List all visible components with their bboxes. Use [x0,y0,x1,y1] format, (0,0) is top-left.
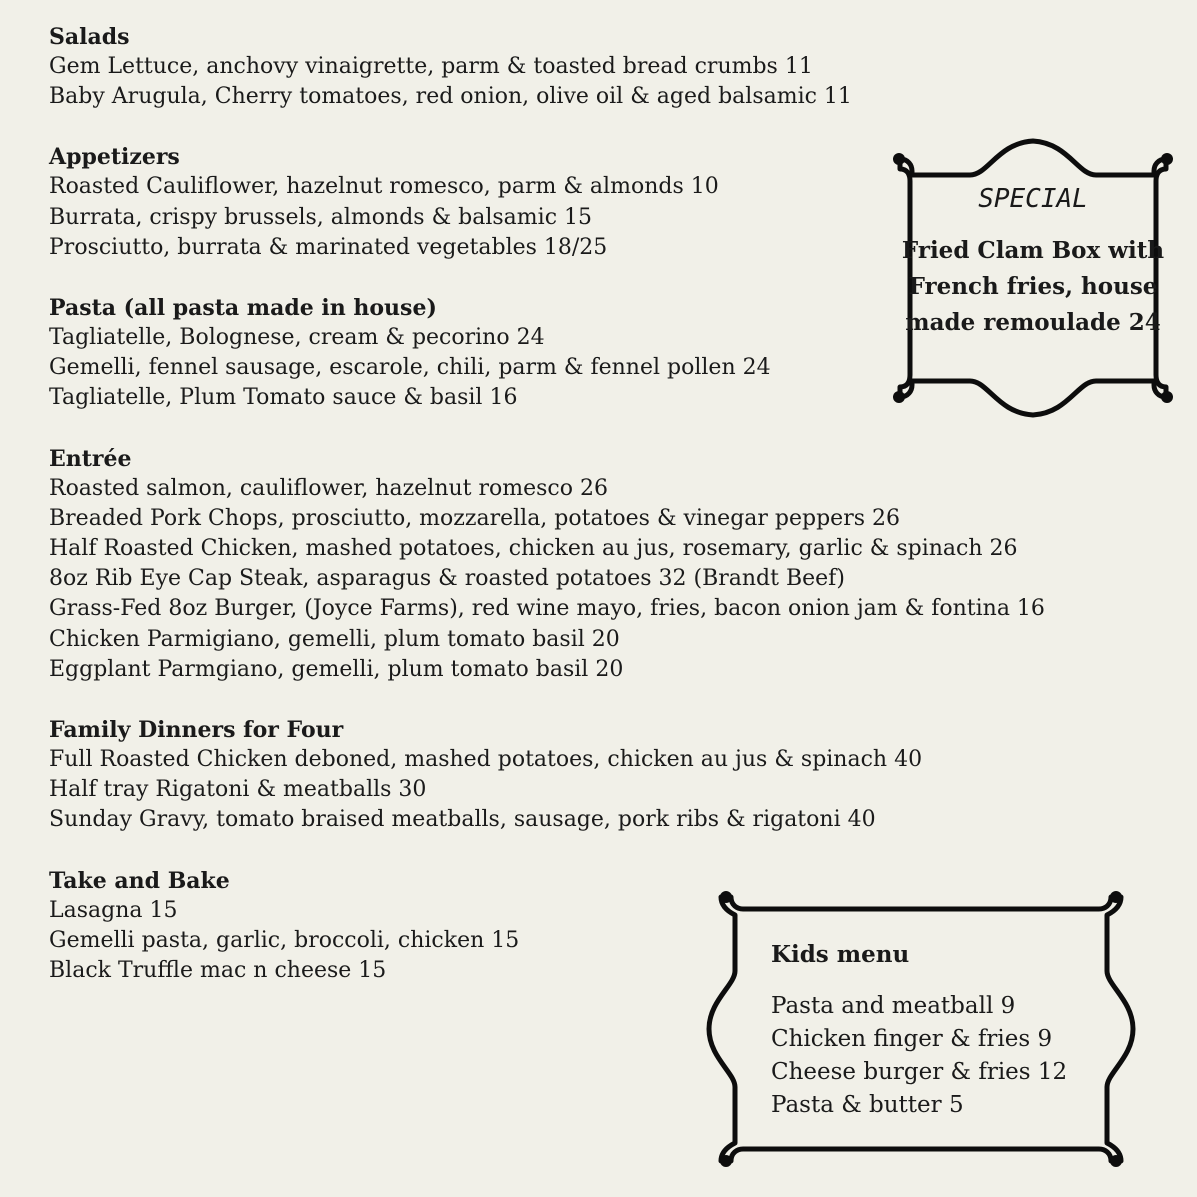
menu-item: Prosciutto, burrata & marinated vegetables 18/25 [49,234,608,260]
corner-dot-icon [720,891,732,903]
menu-item: Sunday Gravy, tomato braised meatballs, sausage, pork ribs & rigatoni 40 [49,807,876,833]
section-entree [49,444,1149,685]
corner-dot-icon [1161,391,1173,403]
section-salads [49,22,1149,112]
menu-item: Lasagna 15 [49,897,178,923]
kids-item: Pasta & butter 5 [771,1092,964,1118]
menu-item: Gemelli, fennel sausage, escarole, chili, parm & fennel pollen 24 [49,355,771,381]
special-text: Fried Clam Box with French fries, house made remoulade 24 [901,237,1165,336]
kids-item: Pasta and meatball 9 [771,993,1016,1019]
special-title: SPECIAL [978,184,1088,214]
menu-item: 8oz Rib Eye Cap Steak, asparagus & roasted potatoes 32 (Brandt Beef) [49,566,845,592]
menu-item: Roasted Cauliflower, hazelnut romesco, parm & almonds 10 [49,174,719,200]
menu-item: Baby Arugula, Cherry tomatoes, red onion, olive oil & aged balsamic 11 [49,84,852,110]
menu-item: Tagliatelle, Bolognese, cream & pecorino 24 [49,325,545,351]
section-title: Take and Bake [49,867,230,894]
section-title: Salads [49,24,130,50]
corner-dot-icon [1161,153,1173,165]
menu-item: Grass-Fed 8oz Burger, (Joyce Farms), red wine mayo, fries, bacon onion jam & fontina 16 [49,596,1045,622]
kids-menu-box [705,885,1137,1173]
section-title: Family Dinners for Four [49,717,344,744]
kids-content [771,940,1111,1122]
menu-item: Black Truffle mac n cheese 15 [49,958,387,984]
menu-item: Breaded Pork Chops, prosciutto, mozzarella, potatoes & vinegar peppers 26 [49,505,900,531]
corner-dot-icon [720,1155,732,1167]
menu-item: Burrata, crispy brussels, almonds & balsamic 15 [49,204,592,230]
kids-title: Kids menu [771,941,910,968]
kids-item: Cheese burger & fries 12 [771,1059,1068,1085]
menu-item: Chicken Parmigiano, gemelli, plum tomato basil 20 [49,626,620,652]
menu-item: Half tray Rigatoni & meatballs 30 [49,777,427,803]
section-title: Appetizers [49,144,180,171]
corner-dot-icon [1110,891,1122,903]
corner-dot-icon [893,153,905,165]
menu-item: Full Roasted Chicken deboned, mashed potatoes, chicken au jus & spinach 40 [49,747,923,773]
special-content [890,183,1176,341]
special-box [890,135,1176,421]
menu-item: Half Roasted Chicken, mashed potatoes, chicken au jus, rosemary, garlic & spinach 26 [49,536,1018,562]
menu-item: Tagliatelle, Plum Tomato sauce & basil 16 [49,385,518,411]
corner-dot-icon [893,391,905,403]
menu-item: Gemelli pasta, garlic, broccoli, chicken 15 [49,927,520,953]
corner-dot-icon [1110,1155,1122,1167]
kids-item: Chicken finger & fries 9 [771,1026,1053,1052]
menu-item: Eggplant Parmgiano, gemelli, plum tomato basil 20 [49,656,624,682]
menu-item: Gem Lettuce, anchovy vinaigrette, parm & toasted bread crumbs 11 [49,54,813,79]
menu-item: Roasted salmon, cauliflower, hazelnut romesco 26 [49,475,608,501]
section-title: Entrée [49,445,132,472]
section-family-dinners [49,715,1149,836]
section-title: Pasta (all pasta made in house) [49,295,437,322]
